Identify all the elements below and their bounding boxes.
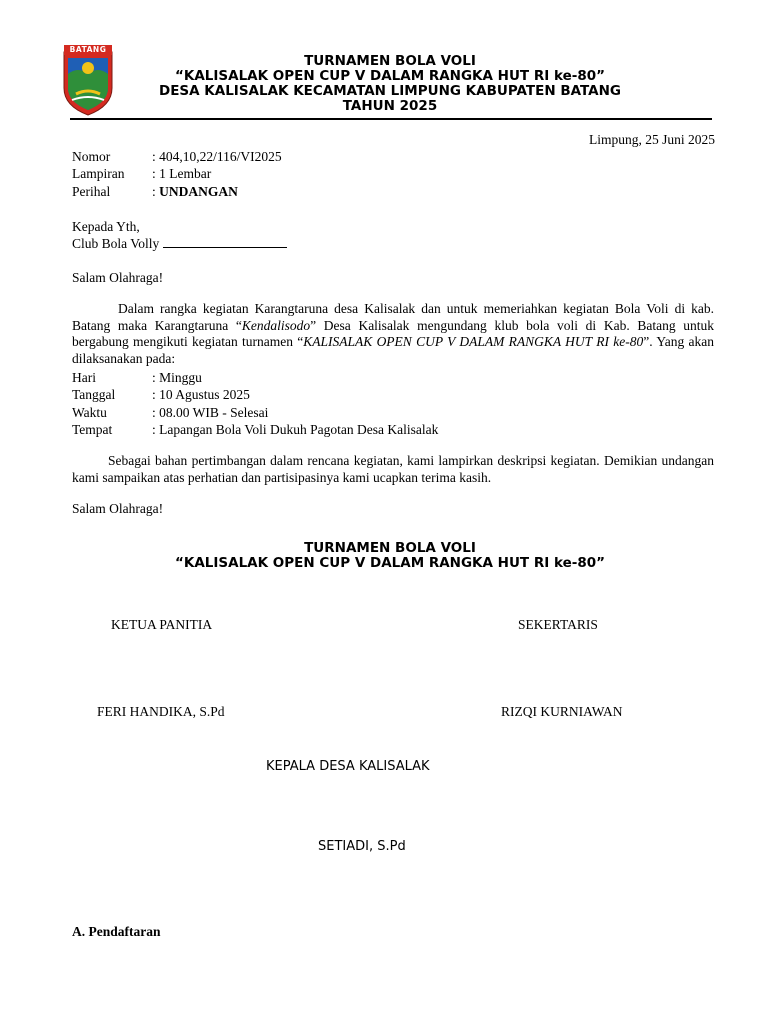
logo-text: BATANG xyxy=(69,45,107,54)
event-tempat-label: Tempat xyxy=(72,422,113,437)
event-tanggal-label: Tanggal xyxy=(72,387,116,402)
signature-left-role: KETUA PANITIA xyxy=(111,617,213,632)
signature-left-name: FERI HANDIKA, S.Pd xyxy=(97,704,225,719)
meta-perihal-label: Perihal xyxy=(72,184,111,199)
header-line-1: TURNAMEN BOLA VOLI xyxy=(304,53,476,69)
event-waktu-value: : 08.00 WIB - Selesai xyxy=(152,405,269,420)
recipient-line-1: Kepada Yth, xyxy=(72,219,140,234)
event-hari-label: Hari xyxy=(72,370,96,385)
meta-lampiran-label: Lampiran xyxy=(72,166,125,181)
event-tanggal-value: : 10 Agustus 2025 xyxy=(152,387,250,402)
greeting: Salam Olahraga! xyxy=(72,270,164,285)
place-date: Limpung, 25 Juni 2025 xyxy=(588,132,715,147)
body-text-b: Kendalisodo xyxy=(241,317,311,333)
header-line-4: TAHUN 2025 xyxy=(342,98,438,114)
perihal-prefix: : xyxy=(152,184,160,199)
footer-title-line-2: “KALISALAK OPEN CUP V DALAM RANGKA HUT RI ke-80” xyxy=(175,555,605,571)
header-line-2: “KALISALAK OPEN CUP V DALAM RANGKA HUT RI ke-80” xyxy=(175,68,605,84)
recipient-club: Club Bola Volly xyxy=(72,236,160,251)
body-text-d: KALISALAK OPEN CUP V DALAM RANGKA HUT RI ke-80 xyxy=(303,334,644,349)
header-line-3: DESA KALISALAK KECAMATAN LIMPUNG KABUPATEN BATANG xyxy=(158,83,621,99)
body-paragraph xyxy=(72,301,714,367)
meta-perihal-value xyxy=(152,184,238,200)
body-text-c: ” Desa Kalisalak mengundang klub bola voli di Kab. Batang untuk bergabung mengikuti kegiatan turnamen “ xyxy=(72,317,714,349)
meta-nomor-label: Nomor xyxy=(72,149,111,164)
body-text-a: Dalam rangka kegiatan Karangtaruna desa Kalisalak dan untuk memeriahkan kegiatan Bola Voli di kab. Batang maka Karangtaruna “ xyxy=(72,301,714,333)
body-text-e: ”. Yang akan dilaksanakan pada: xyxy=(72,334,715,366)
event-waktu-label: Waktu xyxy=(72,405,107,420)
footer-title-line-1: TURNAMEN BOLA VOLI xyxy=(304,540,476,556)
signature-right-role: SEKERTARIS xyxy=(518,617,598,632)
signature-right-name: RIZQI KURNIAWAN xyxy=(501,704,623,719)
closing-greeting: Salam Olahraga! xyxy=(72,501,164,516)
recipient-line-2 xyxy=(72,235,287,252)
signature-center-name: SETIADI, S.Pd xyxy=(318,839,406,854)
header-rule xyxy=(70,118,712,120)
event-hari-value: : Minggu xyxy=(152,370,202,385)
closing-paragraph: Sebagai bahan pertimbangan dalam rencana kegiatan, kami lampirkan deskripsi kegiatan. Demikian undangan kami sampaikan atas perhatian dan partisipasinya kami ucapkan terima kasih. xyxy=(72,453,714,485)
signature-center-role: KEPALA DESA KALISALAK xyxy=(266,759,430,774)
meta-lampiran-value: : 1 Lembar xyxy=(152,166,212,181)
meta-nomor-value: : 404,10,22/116/VI2025 xyxy=(152,149,282,164)
event-tempat-value: : Lapangan Bola Voli Dukuh Pagotan Desa Kalisalak xyxy=(152,422,439,437)
section-a-heading: A. Pendaftaran xyxy=(72,924,161,939)
recipient-blank xyxy=(163,235,287,248)
perihal-text: UNDANGAN xyxy=(159,184,238,199)
